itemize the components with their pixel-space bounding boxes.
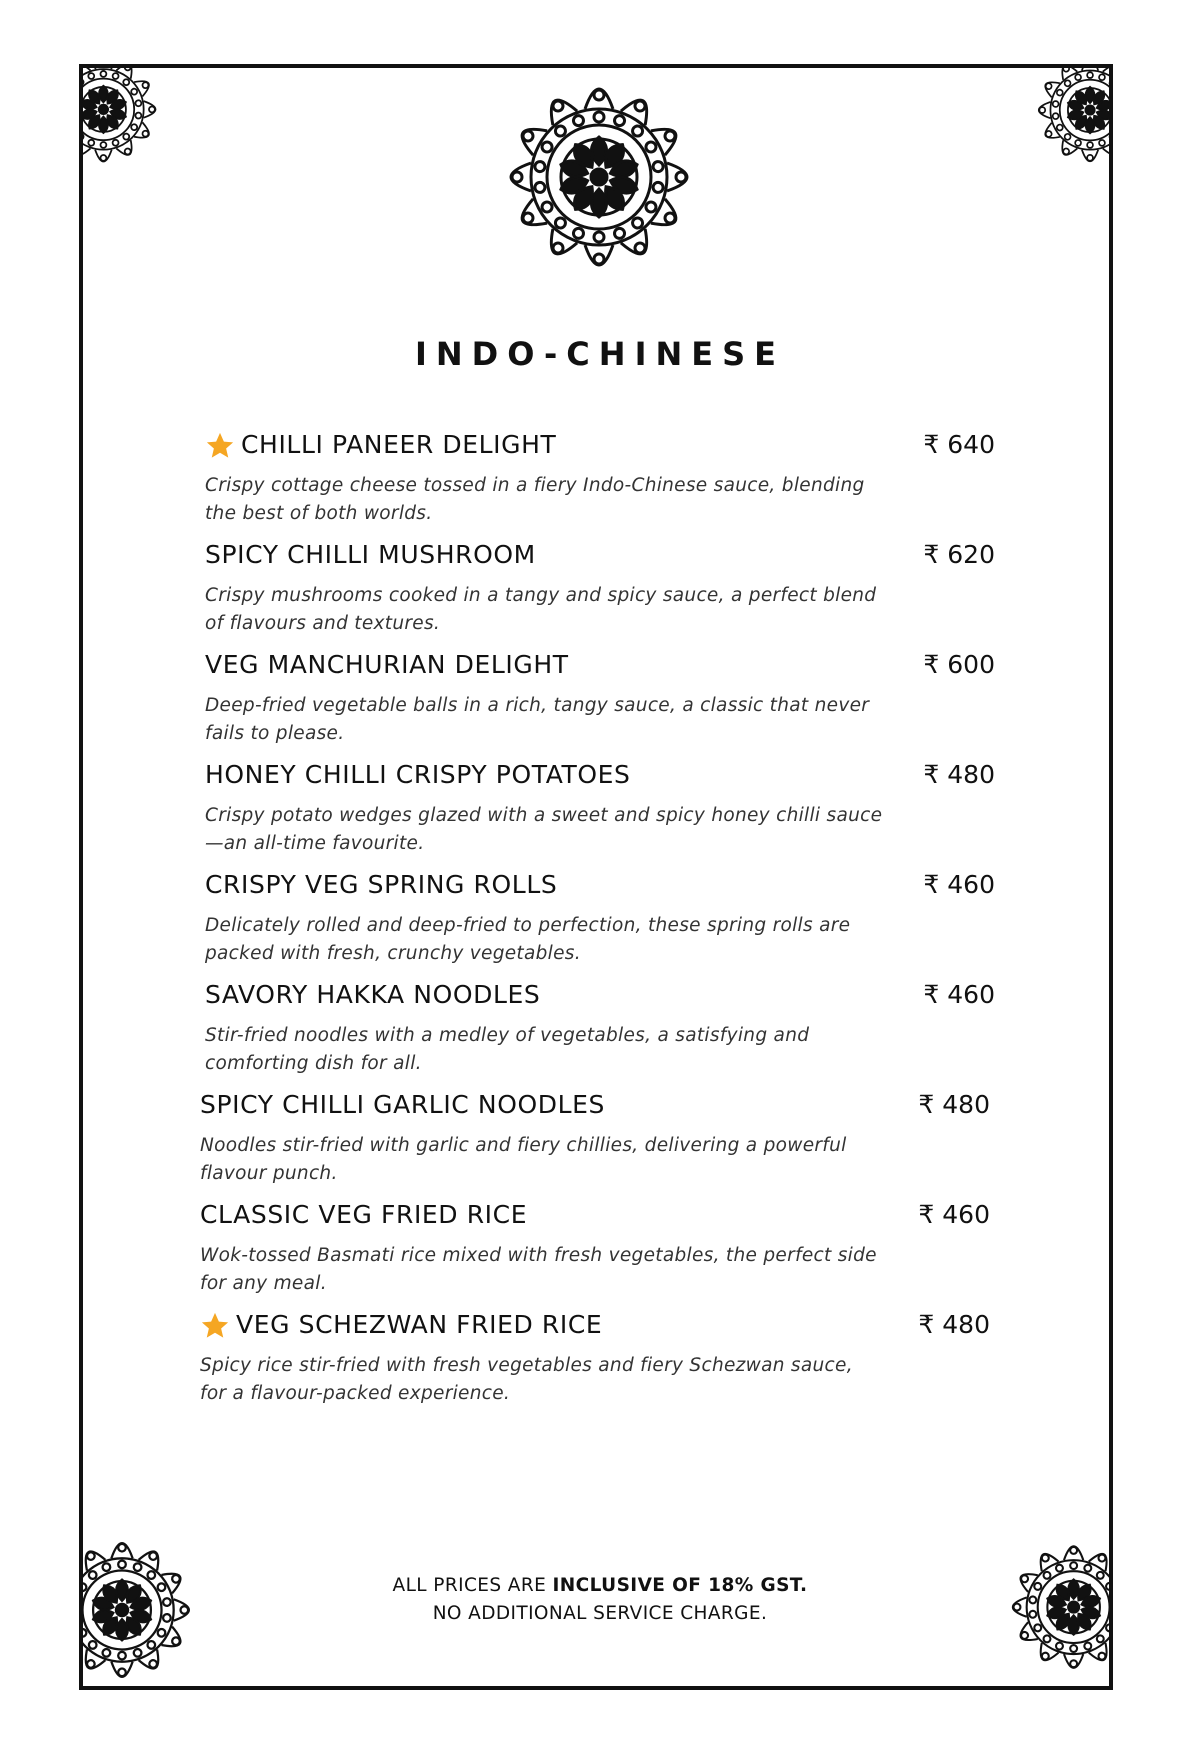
menu-item-price: ₹ 460 bbox=[923, 870, 995, 899]
menu-item-price: ₹ 480 bbox=[918, 1310, 990, 1339]
menu-item-description: Stir-fried noodles with a medley of vegetables, a satisfying and comforting dish for all. bbox=[205, 1025, 810, 1074]
menu-item-name: CRISPY VEG SPRING ROLLS bbox=[205, 870, 558, 899]
menu-section-title: INDO-CHINESE bbox=[414, 335, 786, 373]
mandala-top-ornament bbox=[450, 66, 748, 288]
menu-item-price: ₹ 480 bbox=[918, 1090, 990, 1119]
menu-item-description: Spicy rice stir-fried with fresh vegetables and fiery Schezwan sauce, for a flavour-packed experience. bbox=[200, 1355, 853, 1404]
menu-item-price: ₹ 460 bbox=[918, 1200, 990, 1229]
menu-item-description: Crispy potato wedges glazed with a sweet and spicy honey chilli sauce—an all-time favourite. bbox=[205, 805, 883, 854]
menu-item bbox=[200, 1310, 990, 1410]
menu-item-price: ₹ 460 bbox=[923, 980, 995, 1009]
menu-item-description: Crispy mushrooms cooked in a tangy and spicy sauce, a perfect blend of flavours and textures. bbox=[205, 585, 877, 634]
menu-item-price: ₹ 600 bbox=[923, 650, 995, 679]
menu-item-name: SAVORY HAKKA NOODLES bbox=[205, 980, 541, 1009]
price-note-gst: INCLUSIVE OF 18% GST. bbox=[552, 1575, 808, 1596]
menu-item-name: CHILLI PANEER DELIGHT bbox=[241, 430, 557, 459]
price-note-line-2: NO ADDITIONAL SERVICE CHARGE. bbox=[432, 1603, 768, 1624]
menu-item-name: VEG MANCHURIAN DELIGHT bbox=[205, 650, 569, 679]
menu-item-name: VEG SCHEZWAN FRIED RICE bbox=[236, 1310, 603, 1339]
menu-item-description: Crispy cottage cheese tossed in a fiery Indo-Chinese sauce, blending the best of both worlds. bbox=[205, 475, 865, 524]
menu-item bbox=[205, 540, 995, 640]
mandala-top-left-ornament bbox=[82, 67, 206, 233]
menu-item-name: SPICY CHILLI MUSHROOM bbox=[205, 540, 536, 569]
mandala-top-right-ornament bbox=[988, 67, 1110, 233]
star-icon bbox=[205, 430, 235, 462]
menu-item-description: Noodles stir-fried with garlic and fiery chillies, delivering a powerful flavour punch. bbox=[200, 1135, 847, 1184]
price-note-footer bbox=[0, 1572, 1200, 1628]
menu-item bbox=[205, 980, 995, 1080]
menu-item bbox=[200, 1200, 990, 1300]
price-note-line-1 bbox=[0, 1572, 1200, 1600]
menu-item-description: Deep-fried vegetable balls in a rich, tangy sauce, a classic that never fails to please. bbox=[205, 695, 870, 744]
price-note-prefix: ALL PRICES ARE bbox=[392, 1575, 553, 1596]
menu-item-name: HONEY CHILLI CRISPY POTATOES bbox=[205, 760, 631, 789]
menu-item bbox=[200, 1090, 990, 1190]
menu-item bbox=[205, 760, 995, 860]
menu-item-description: Wok-tossed Basmati rice mixed with fresh vegetables, the perfect side for any meal. bbox=[200, 1245, 877, 1294]
menu-item-price: ₹ 640 bbox=[923, 430, 995, 459]
menu-item-name: CLASSIC VEG FRIED RICE bbox=[200, 1200, 528, 1229]
menu-item bbox=[205, 870, 995, 970]
menu-item-name: SPICY CHILLI GARLIC NOODLES bbox=[200, 1090, 606, 1119]
menu-item-description: Delicately rolled and deep-fried to perfection, these spring rolls are packed with fresh, crunchy vegetables. bbox=[205, 915, 851, 964]
menu-item bbox=[205, 650, 995, 750]
menu-item-price: ₹ 620 bbox=[923, 540, 995, 569]
star-icon bbox=[200, 1310, 230, 1342]
menu-item-price: ₹ 480 bbox=[923, 760, 995, 789]
menu-item bbox=[205, 430, 995, 530]
